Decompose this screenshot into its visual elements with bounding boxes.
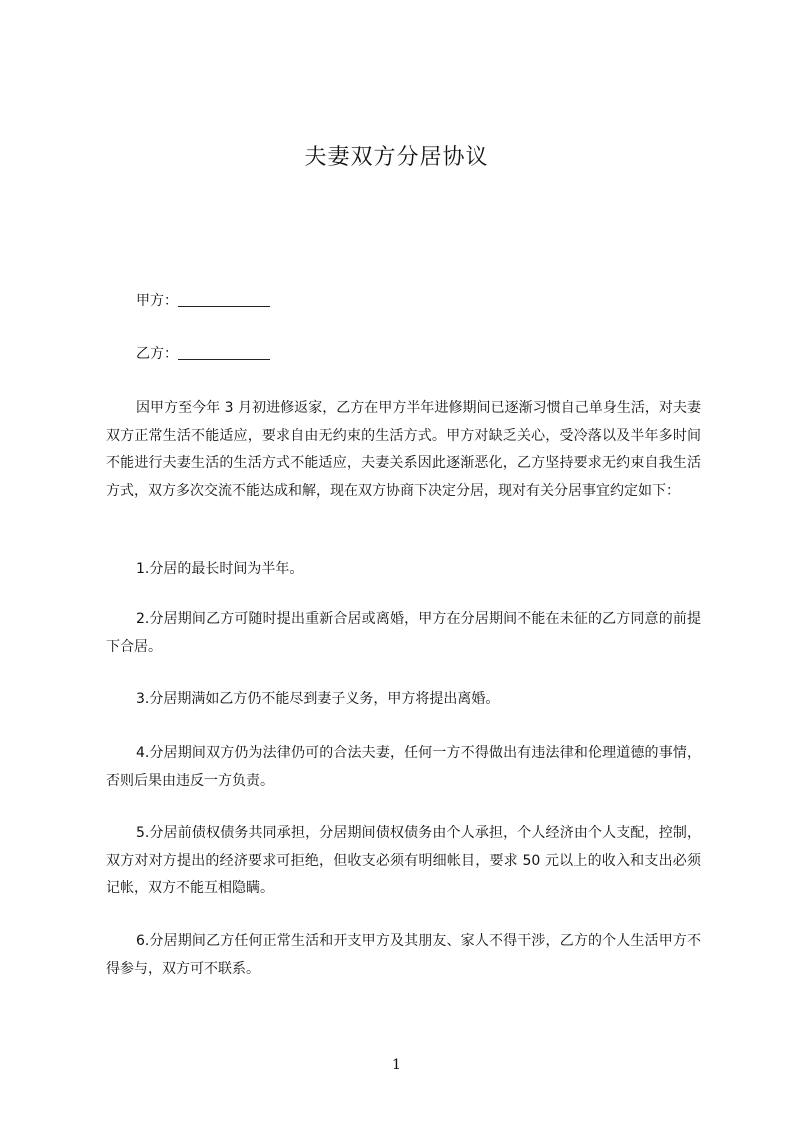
clause-3: 3.分居期满如乙方仍不能尽到妻子义务，甲方将提出离婚。: [136, 691, 500, 707]
clause-2: 2.分居期间乙方可随时提出重新合居或离婚，甲方在分居期间不能在未征的乙方同意的前提下合居。: [106, 611, 701, 655]
party-b-label: 乙方：: [136, 346, 178, 362]
party-b-blank: [178, 345, 270, 360]
party-a-blank: [178, 292, 270, 307]
clause-1: 1.分居的最长时间为半年。: [136, 561, 304, 577]
clause-4: 4.分居期间双方仍为法律仍可的合法夫妻，任何一方不得做出有违法律和伦理道德的事情，否则后果由违反一方负责。: [106, 745, 701, 789]
party-b-line: [136, 344, 270, 364]
page-number: 1: [392, 1057, 401, 1073]
clause-5: 5.分居前债权债务共同承担，分居期间债权债务由个人承担，个人经济由个人支配，控制，双方对对方提出的经济要求可拒绝，但收支必须有明细帐目，要求 50 元以上的收入和支出必须记帐，双方不能互相隐瞒。: [106, 825, 701, 897]
intro-paragraph: 因甲方至今年 3 月初进修返家，乙方在甲方半年进修期间已逐渐习惯自己单身生活，对夫妻双方正常生活不能适应，要求自由无约束的生活方式。甲方对缺乏关心，受冷落以及半年多时间不能进行夫妻生活的生活方式不能适应，夫妻关系因此逐渐恶化，乙方坚持要求无约束自我生活方式，双方多次交流不能达成和解，现在双方协商下决定分居，现对有关分居事宜约定如下：: [106, 400, 701, 499]
clause-6: 6.分居期间乙方任何正常生活和开支甲方及其朋友、家人不得干涉，乙方的个人生活甲方不得参与，双方可不联系。: [106, 933, 701, 977]
party-a-line: [136, 291, 270, 311]
party-a-label: 甲方：: [136, 293, 178, 309]
document-title: 夫妻双方分居协议: [304, 145, 489, 170]
